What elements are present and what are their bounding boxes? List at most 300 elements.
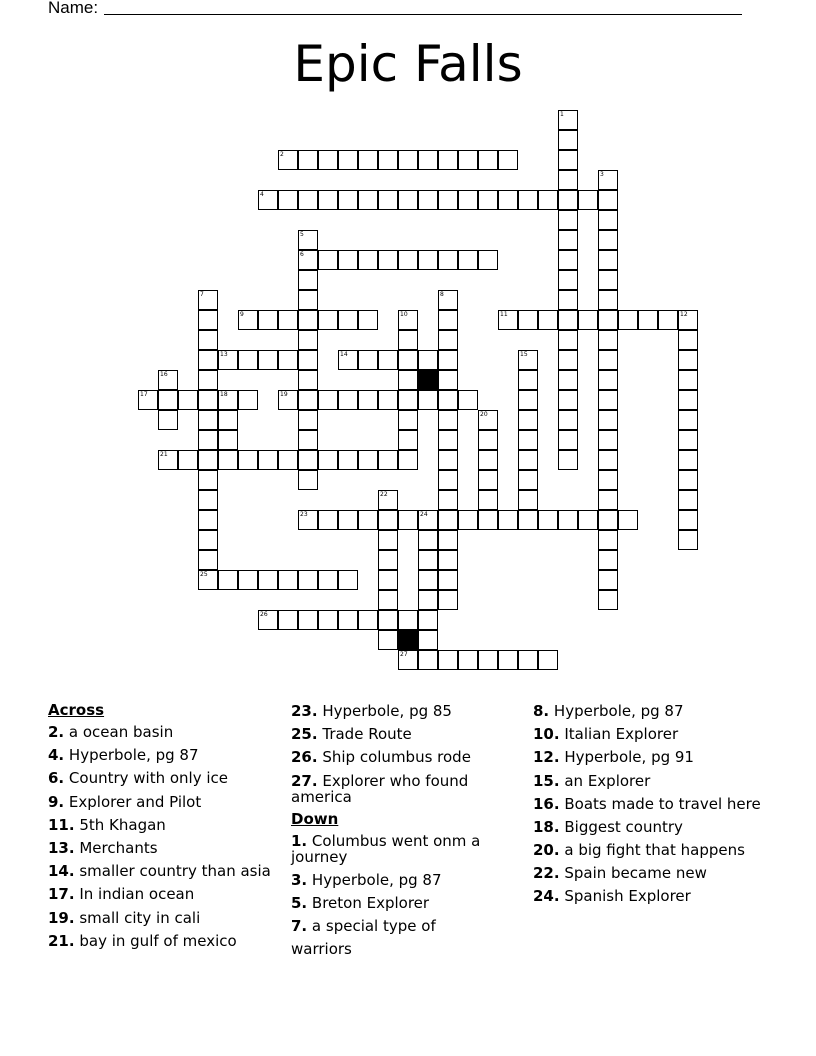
grid-cell[interactable] xyxy=(358,250,378,270)
grid-cell[interactable] xyxy=(438,530,458,550)
grid-cell[interactable] xyxy=(278,450,298,470)
grid-cell[interactable] xyxy=(298,270,318,290)
grid-cell[interactable] xyxy=(358,310,378,330)
grid-cell[interactable] xyxy=(558,430,578,450)
grid-cell[interactable] xyxy=(558,270,578,290)
grid-cell[interactable] xyxy=(478,470,498,490)
grid-cell[interactable] xyxy=(378,530,398,550)
grid-cell[interactable] xyxy=(358,390,378,410)
grid-cell[interactable] xyxy=(178,450,198,470)
grid-cell[interactable] xyxy=(398,610,418,630)
grid-cell[interactable] xyxy=(198,570,218,590)
grid-cell[interactable] xyxy=(378,510,398,530)
grid-cell[interactable] xyxy=(518,390,538,410)
grid-cell[interactable] xyxy=(378,390,398,410)
grid-cell[interactable] xyxy=(198,310,218,330)
grid-cell[interactable] xyxy=(518,350,538,370)
cell-number: 20 xyxy=(480,411,488,418)
grid-cell[interactable] xyxy=(378,550,398,570)
clue-down-3: 3. Hyperbole, pg 87 xyxy=(291,870,442,889)
grid-cell[interactable] xyxy=(678,390,698,410)
grid-cell[interactable] xyxy=(438,590,458,610)
grid-cell[interactable] xyxy=(398,250,418,270)
grid-cell[interactable] xyxy=(518,370,538,390)
black-cell xyxy=(418,370,438,390)
cell-number: 7 xyxy=(200,291,204,298)
clue-across-11: 11. 5th Khagan xyxy=(48,815,166,834)
grid-cell[interactable] xyxy=(238,450,258,470)
grid-cell[interactable] xyxy=(558,190,578,210)
grid-cell[interactable] xyxy=(598,490,618,510)
grid-cell[interactable] xyxy=(558,510,578,530)
grid-cell[interactable] xyxy=(218,410,238,430)
across-heading: Across xyxy=(48,701,105,719)
grid-cell[interactable] xyxy=(298,470,318,490)
grid-cell[interactable] xyxy=(278,190,298,210)
cell-number: 23 xyxy=(300,511,308,518)
grid-cell[interactable] xyxy=(378,490,398,510)
cell-number: 11 xyxy=(500,311,508,318)
grid-cell[interactable] xyxy=(418,250,438,270)
clue-across-6: 6. Country with only ice xyxy=(48,769,229,788)
grid-cell[interactable] xyxy=(378,450,398,470)
grid-cell[interactable] xyxy=(218,430,238,450)
grid-cell[interactable] xyxy=(398,150,418,170)
grid-cell[interactable] xyxy=(198,370,218,390)
grid-cell[interactable] xyxy=(558,210,578,230)
grid-cell[interactable] xyxy=(458,190,478,210)
grid-cell[interactable] xyxy=(378,250,398,270)
grid-cell[interactable] xyxy=(298,570,318,590)
grid-cell[interactable] xyxy=(358,150,378,170)
grid-cell[interactable] xyxy=(218,390,238,410)
grid-cell[interactable] xyxy=(678,350,698,370)
grid-cell[interactable] xyxy=(298,310,318,330)
grid-cell[interactable] xyxy=(298,190,318,210)
grid-cell[interactable] xyxy=(418,630,438,650)
grid-cell[interactable] xyxy=(198,550,218,570)
grid-cell[interactable] xyxy=(438,350,458,370)
cell-number: 3 xyxy=(600,171,604,178)
grid-cell[interactable] xyxy=(598,550,618,570)
grid-cell[interactable] xyxy=(198,450,218,470)
clue-across-21: 21. bay in gulf of mexico xyxy=(48,931,237,950)
grid-cell[interactable] xyxy=(278,150,298,170)
grid-cell[interactable] xyxy=(458,250,478,270)
grid-cell[interactable] xyxy=(318,610,338,630)
grid-cell[interactable] xyxy=(678,430,698,450)
grid-cell[interactable] xyxy=(278,310,298,330)
grid-cell[interactable] xyxy=(398,430,418,450)
grid-cell[interactable] xyxy=(278,350,298,370)
clue-down-24: 24. Spanish Explorer xyxy=(533,887,691,906)
clue-down-12: 12. Hyperbole, pg 91 xyxy=(533,748,694,767)
grid-cell[interactable] xyxy=(578,310,598,330)
grid-cell[interactable] xyxy=(538,310,558,330)
grid-cell[interactable] xyxy=(378,630,398,650)
grid-cell[interactable] xyxy=(578,190,598,210)
cell-number: 27 xyxy=(400,651,408,658)
grid-cell[interactable] xyxy=(438,570,458,590)
grid-cell[interactable] xyxy=(398,310,418,330)
grid-cell[interactable] xyxy=(398,650,418,670)
grid-cell[interactable] xyxy=(578,510,598,530)
grid-cell[interactable] xyxy=(518,650,538,670)
clue-across-13: 13. Merchants xyxy=(48,839,158,858)
grid-cell[interactable] xyxy=(498,510,518,530)
clue-down-15: 15. an Explorer xyxy=(533,771,651,790)
grid-cell[interactable] xyxy=(158,410,178,430)
grid-cell[interactable] xyxy=(678,530,698,550)
grid-cell[interactable] xyxy=(558,330,578,350)
grid-cell[interactable] xyxy=(678,410,698,430)
grid-cell[interactable] xyxy=(438,650,458,670)
grid-cell[interactable] xyxy=(598,410,618,430)
grid-cell[interactable] xyxy=(438,310,458,330)
grid-cell[interactable] xyxy=(438,290,458,310)
grid-cell[interactable] xyxy=(218,450,238,470)
grid-cell[interactable] xyxy=(338,570,358,590)
grid-cell[interactable] xyxy=(198,530,218,550)
grid-cell[interactable] xyxy=(298,610,318,630)
grid-cell[interactable] xyxy=(358,450,378,470)
grid-cell[interactable] xyxy=(338,190,358,210)
cell-number: 25 xyxy=(200,571,208,578)
grid-cell[interactable] xyxy=(298,330,318,350)
grid-cell[interactable] xyxy=(638,310,658,330)
grid-cell[interactable] xyxy=(418,190,438,210)
grid-cell[interactable] xyxy=(398,450,418,470)
grid-cell[interactable] xyxy=(298,430,318,450)
grid-cell[interactable] xyxy=(298,250,318,270)
grid-cell[interactable] xyxy=(438,150,458,170)
grid-cell[interactable] xyxy=(538,650,558,670)
grid-cell[interactable] xyxy=(478,450,498,470)
grid-cell[interactable] xyxy=(198,410,218,430)
grid-cell[interactable] xyxy=(518,410,538,430)
grid-cell[interactable] xyxy=(398,330,418,350)
grid-cell[interactable] xyxy=(418,510,438,530)
grid-cell[interactable] xyxy=(418,350,438,370)
grid-cell[interactable] xyxy=(478,650,498,670)
grid-cell[interactable] xyxy=(558,410,578,430)
grid-cell[interactable] xyxy=(598,210,618,230)
grid-cell[interactable] xyxy=(258,450,278,470)
cell-number: 2 xyxy=(280,151,284,158)
grid-cell[interactable] xyxy=(258,610,278,630)
grid-cell[interactable] xyxy=(498,150,518,170)
grid-cell[interactable] xyxy=(398,390,418,410)
grid-cell[interactable] xyxy=(358,350,378,370)
grid-cell[interactable] xyxy=(298,290,318,310)
grid-cell[interactable] xyxy=(198,470,218,490)
grid-cell[interactable] xyxy=(598,530,618,550)
grid-cell[interactable] xyxy=(278,610,298,630)
grid-cell[interactable] xyxy=(258,350,278,370)
grid-cell[interactable] xyxy=(338,250,358,270)
grid-cell[interactable] xyxy=(398,370,418,390)
grid-cell[interactable] xyxy=(418,390,438,410)
grid-cell[interactable] xyxy=(678,490,698,510)
cell-number: 1 xyxy=(560,111,564,118)
clue-across-4: 4. Hyperbole, pg 87 xyxy=(48,746,199,765)
grid-cell[interactable] xyxy=(498,650,518,670)
grid-cell[interactable] xyxy=(598,170,618,190)
grid-cell[interactable] xyxy=(298,410,318,430)
grid-cell[interactable] xyxy=(258,570,278,590)
clue-across-27: 27. Explorer who found america xyxy=(291,771,469,806)
grid-cell[interactable] xyxy=(418,650,438,670)
grid-cell[interactable] xyxy=(378,570,398,590)
grid-cell[interactable] xyxy=(598,190,618,210)
grid-cell[interactable] xyxy=(438,430,458,450)
grid-cell[interactable] xyxy=(358,190,378,210)
grid-cell[interactable] xyxy=(478,190,498,210)
cell-number: 12 xyxy=(680,311,688,318)
grid-cell[interactable] xyxy=(598,570,618,590)
grid-cell[interactable] xyxy=(598,370,618,390)
grid-cell[interactable] xyxy=(558,450,578,470)
grid-cell[interactable] xyxy=(438,330,458,350)
grid-cell[interactable] xyxy=(678,370,698,390)
grid-cell[interactable] xyxy=(558,250,578,270)
grid-cell[interactable] xyxy=(338,150,358,170)
cell-number: 6 xyxy=(300,251,304,258)
grid-cell[interactable] xyxy=(418,610,438,630)
cell-number: 9 xyxy=(240,311,244,318)
grid-cell[interactable] xyxy=(598,330,618,350)
grid-cell[interactable] xyxy=(398,510,418,530)
grid-cell[interactable] xyxy=(458,150,478,170)
grid-cell[interactable] xyxy=(618,310,638,330)
grid-cell[interactable] xyxy=(338,390,358,410)
grid-cell[interactable] xyxy=(298,150,318,170)
cell-number: 4 xyxy=(260,191,264,198)
grid-cell[interactable] xyxy=(658,310,678,330)
grid-cell[interactable] xyxy=(218,570,238,590)
grid-cell[interactable] xyxy=(238,570,258,590)
grid-cell[interactable] xyxy=(558,230,578,250)
grid-cell[interactable] xyxy=(498,190,518,210)
grid-cell[interactable] xyxy=(598,510,618,530)
grid-cell[interactable] xyxy=(358,510,378,530)
grid-cell[interactable] xyxy=(318,190,338,210)
grid-cell[interactable] xyxy=(158,390,178,410)
grid-cell[interactable] xyxy=(598,290,618,310)
grid-cell[interactable] xyxy=(318,390,338,410)
grid-cell[interactable] xyxy=(478,150,498,170)
grid-cell[interactable] xyxy=(558,310,578,330)
grid-cell[interactable] xyxy=(538,510,558,530)
cell-number: 8 xyxy=(440,291,444,298)
grid-cell[interactable] xyxy=(598,470,618,490)
grid-cell[interactable] xyxy=(598,450,618,470)
grid-cell[interactable] xyxy=(198,350,218,370)
grid-cell[interactable] xyxy=(318,570,338,590)
grid-cell[interactable] xyxy=(318,510,338,530)
grid-cell[interactable] xyxy=(598,230,618,250)
grid-cell[interactable] xyxy=(338,510,358,530)
grid-cell[interactable] xyxy=(198,510,218,530)
grid-cell[interactable] xyxy=(558,390,578,410)
grid-cell[interactable] xyxy=(438,510,458,530)
puzzle-title: Epic Falls xyxy=(293,35,523,93)
grid-cell[interactable] xyxy=(518,470,538,490)
grid-cell[interactable] xyxy=(438,190,458,210)
grid-cell[interactable] xyxy=(318,310,338,330)
clue-down-8: 8. Hyperbole, pg 87 xyxy=(533,702,684,720)
grid-cell[interactable] xyxy=(318,250,338,270)
grid-cell[interactable] xyxy=(378,350,398,370)
grid-cell[interactable] xyxy=(598,390,618,410)
grid-cell[interactable] xyxy=(198,490,218,510)
black-cell xyxy=(398,630,418,650)
grid-cell[interactable] xyxy=(298,450,318,470)
grid-cell[interactable] xyxy=(418,590,438,610)
grid-cell[interactable] xyxy=(438,470,458,490)
grid-cell[interactable] xyxy=(598,590,618,610)
clue-across-19: 19. small city in cali xyxy=(48,908,201,927)
grid-cell[interactable] xyxy=(418,530,438,550)
clue-across-9: 9. Explorer and Pilot xyxy=(48,792,202,811)
grid-cell[interactable] xyxy=(558,110,578,130)
cell-number: 21 xyxy=(160,451,168,458)
grid-cell[interactable] xyxy=(678,330,698,350)
grid-cell[interactable] xyxy=(238,310,258,330)
clue-down-20: 20. a big fight that happens xyxy=(533,841,745,860)
grid-cell[interactable] xyxy=(598,350,618,370)
grid-cell[interactable] xyxy=(438,250,458,270)
grid-cell[interactable] xyxy=(278,570,298,590)
grid-cell[interactable] xyxy=(678,510,698,530)
grid-cell[interactable] xyxy=(438,550,458,570)
grid-cell[interactable] xyxy=(678,310,698,330)
clues-column-2 xyxy=(291,700,491,961)
grid-cell[interactable] xyxy=(618,510,638,530)
grid-cell[interactable] xyxy=(558,130,578,150)
grid-cell[interactable] xyxy=(558,290,578,310)
grid-cell[interactable] xyxy=(198,330,218,350)
grid-cell[interactable] xyxy=(498,310,518,330)
grid-cell[interactable] xyxy=(158,370,178,390)
grid-cell[interactable] xyxy=(598,270,618,290)
grid-cell[interactable] xyxy=(518,310,538,330)
grid-cell[interactable] xyxy=(438,490,458,510)
grid-cell[interactable] xyxy=(518,490,538,510)
grid-cell[interactable] xyxy=(358,610,378,630)
grid-cell[interactable] xyxy=(398,350,418,370)
grid-cell[interactable] xyxy=(318,450,338,470)
grid-cell[interactable] xyxy=(218,350,238,370)
grid-cell[interactable] xyxy=(438,370,458,390)
grid-cell[interactable] xyxy=(378,590,398,610)
grid-cell[interactable] xyxy=(678,450,698,470)
cell-number: 24 xyxy=(420,511,428,518)
grid-cell[interactable] xyxy=(558,350,578,370)
grid-cell[interactable] xyxy=(178,390,198,410)
grid-cell[interactable] xyxy=(418,150,438,170)
grid-cell[interactable] xyxy=(198,390,218,410)
grid-cell[interactable] xyxy=(518,190,538,210)
grid-cell[interactable] xyxy=(198,290,218,310)
cell-number: 15 xyxy=(520,351,528,358)
grid-cell[interactable] xyxy=(518,450,538,470)
grid-cell[interactable] xyxy=(418,550,438,570)
grid-cell[interactable] xyxy=(378,190,398,210)
grid-cell[interactable] xyxy=(278,390,298,410)
name-label: Name: xyxy=(48,0,99,17)
clue-across-26: 26. Ship columbus rode xyxy=(291,748,471,767)
grid-cell[interactable] xyxy=(238,350,258,370)
grid-cell[interactable] xyxy=(438,450,458,470)
grid-cell[interactable] xyxy=(338,450,358,470)
cell-number: 10 xyxy=(400,311,408,318)
grid-cell[interactable] xyxy=(598,250,618,270)
grid-cell[interactable] xyxy=(518,510,538,530)
grid-cell[interactable] xyxy=(238,390,258,410)
cell-number: 5 xyxy=(300,231,304,238)
grid-cell[interactable] xyxy=(558,170,578,190)
grid-cell[interactable] xyxy=(158,450,178,470)
grid-cell[interactable] xyxy=(458,390,478,410)
grid-cell[interactable] xyxy=(678,470,698,490)
grid-cell[interactable] xyxy=(458,650,478,670)
grid-cell[interactable] xyxy=(298,230,318,250)
grid-cell[interactable] xyxy=(478,490,498,510)
cell-number: 17 xyxy=(140,391,148,398)
grid-cell[interactable] xyxy=(298,390,318,410)
grid-cell[interactable] xyxy=(298,510,318,530)
cell-number: 14 xyxy=(340,351,348,358)
grid-cell[interactable] xyxy=(378,610,398,630)
grid-cell[interactable] xyxy=(198,430,218,450)
grid-cell[interactable] xyxy=(598,310,618,330)
grid-cell[interactable] xyxy=(458,510,478,530)
grid-cell[interactable] xyxy=(418,570,438,590)
down-heading: Down xyxy=(291,809,339,828)
grid-cell[interactable] xyxy=(338,350,358,370)
grid-cell[interactable] xyxy=(598,430,618,450)
cell-number: 13 xyxy=(220,351,228,358)
clue-down-22: 22. Spain became new xyxy=(533,864,707,883)
grid-cell[interactable] xyxy=(398,190,418,210)
grid-cell[interactable] xyxy=(478,250,498,270)
grid-cell[interactable] xyxy=(518,430,538,450)
clue-across-14: 14. smaller country than asia xyxy=(48,862,271,881)
grid-cell[interactable] xyxy=(338,310,358,330)
grid-cell[interactable] xyxy=(298,350,318,370)
grid-cell[interactable] xyxy=(438,410,458,430)
grid-cell[interactable] xyxy=(338,610,358,630)
clue-across-23: 23. Hyperbole, pg 85 xyxy=(291,702,452,720)
grid-cell[interactable] xyxy=(438,390,458,410)
grid-cell[interactable] xyxy=(398,410,418,430)
grid-cell[interactable] xyxy=(538,190,558,210)
grid-cell[interactable] xyxy=(478,410,498,430)
grid-cell[interactable] xyxy=(478,510,498,530)
grid-cell[interactable] xyxy=(558,150,578,170)
grid-cell[interactable] xyxy=(138,390,158,410)
grid-cell[interactable] xyxy=(478,430,498,450)
grid-cell[interactable] xyxy=(318,150,338,170)
grid-cell[interactable] xyxy=(558,370,578,390)
grid-cell[interactable] xyxy=(258,190,278,210)
grid-cell[interactable] xyxy=(258,310,278,330)
grid-cell[interactable] xyxy=(378,150,398,170)
cell-number: 26 xyxy=(260,611,268,618)
cell-number: 22 xyxy=(380,491,388,498)
grid-cell[interactable] xyxy=(298,370,318,390)
